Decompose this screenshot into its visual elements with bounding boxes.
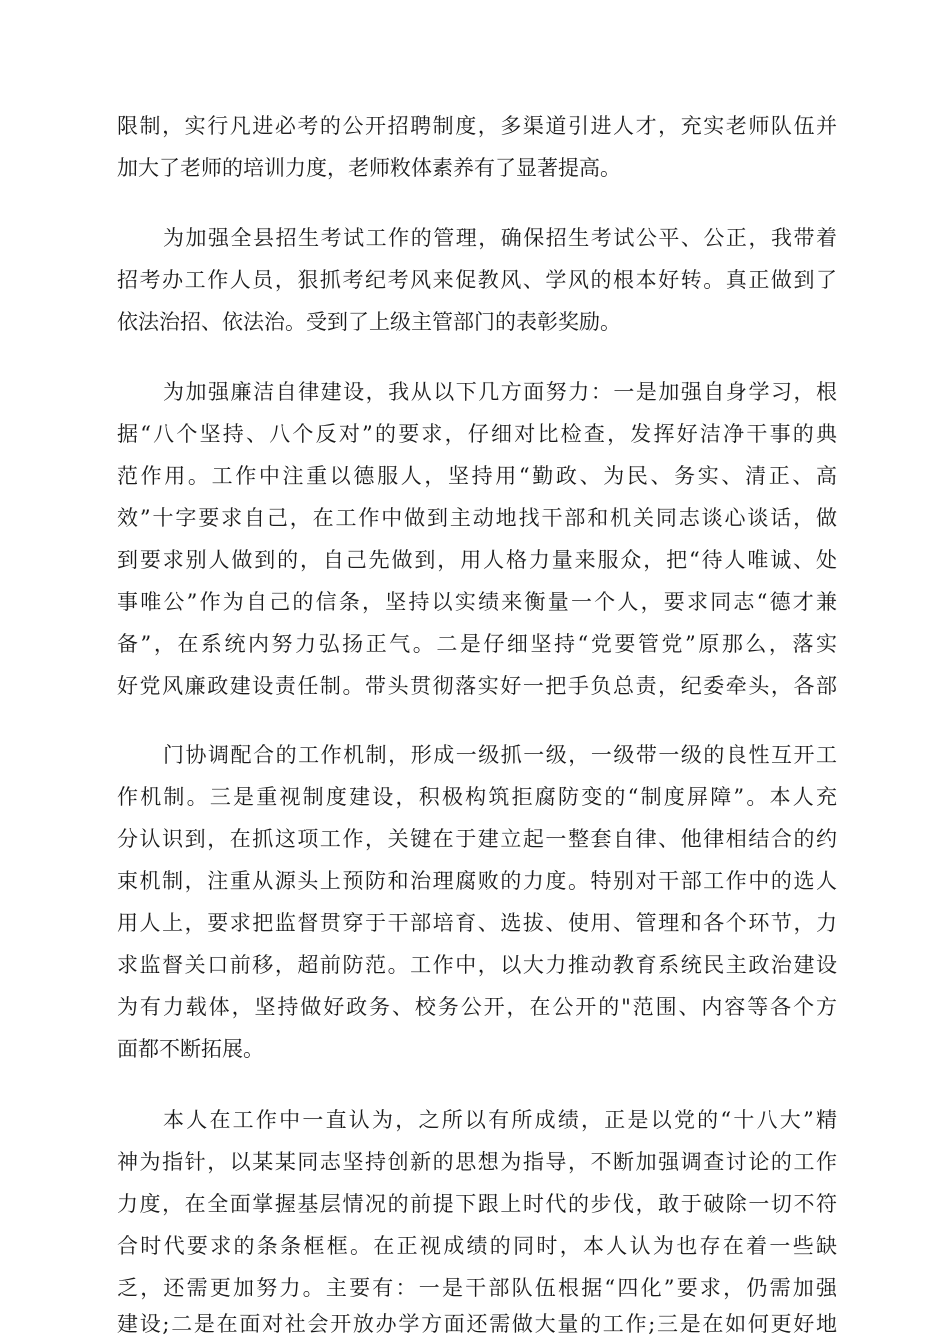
text-line: 门协调配合的工作机制，形成一级抓一级，一级带一级的良性互开工 [163, 743, 837, 767]
text-line: 到要求别人做到的，自己先做到，用人格力量来服众，把“待人唯诚、处 [117, 548, 837, 572]
text-line: 建设;二是在面对社会开放办学方面还需做大量的工作;三是在如何更好地 [117, 1312, 837, 1336]
text-line: 限制，实行凡进必考的公开招聘制度，多渠道引进人才，充实老师队伍并 [117, 114, 837, 138]
text-line: 面都不断拓展。 [117, 1037, 264, 1061]
text-line: 为有力载体，坚持做好政务、校务公开，在公开的"范围、内容等各个方 [117, 995, 837, 1019]
text-line: 据“八个坚持、八个反对”的要求，仔细对比检查，发挥好洁净干事的典 [117, 422, 837, 446]
text-line: 神为指针，以某某同志坚持创新的思想为指导，不断加强调查讨论的工作 [117, 1150, 837, 1174]
text-line: 依法治招、依法治。受到了上级主管部门的表彰奖励。 [117, 310, 621, 334]
text-line: 作机制。三是重视制度建设，积极构筑拒腐防变的“制度屏障”。本人充 [117, 785, 837, 809]
text-line: 加大了老师的培训力度，老师敉体素养有了显著提高。 [117, 156, 621, 180]
text-line: 招考办工作人员，狠抓考纪考风来促教风、学风的根本好转。真正做到了 [117, 268, 837, 292]
text-line: 本人在工作中一直认为，之所以有所成绩，正是以党的“十八大”精 [163, 1108, 837, 1132]
text-line: 求监督关口前移，超前防范。工作中，以大力推动教育系统民主政治建设 [117, 953, 837, 977]
text-line: 束机制，注重从源头上预防和治理腐败的力度。特别对干部工作中的选人 [117, 869, 837, 893]
text-line: 分认识到，在抓这项工作，关键在于建立起一整套自律、他律相结合的约 [117, 827, 837, 851]
text-line: 为加强廉洁自律建设，我从以下几方面努力：一是加强自身学习，根 [163, 380, 837, 404]
text-line: 用人上，要求把监督贯穿于干部培育、选拔、使用、管理和各个环节，力 [117, 911, 837, 935]
text-line: 范作用。工作中注重以德服人，坚持用“勤政、为民、务实、清正、高 [117, 464, 837, 488]
text-line: 备”，在系统内努力弘扬正气。二是仔细坚持“党要管党”原那么，落实 [117, 632, 837, 656]
text-line: 力度，在全面掌握基层情况的前提下跟上时代的步伐，敢于破除一切不符 [117, 1192, 837, 1216]
text-line: 效”十字要求自己，在工作中做到主动地找干部和机关同志谈心谈话，做 [117, 506, 837, 530]
text-line: 事唯公”作为自己的信条，坚持以实绩来衡量一个人，要求同志“德才兼 [117, 590, 837, 614]
text-line: 好党风廉政建设责任制。带头贯彻落实好一把手负总责，纪委牵头，各部 [117, 674, 837, 698]
text-line: 乏，还需更加努力。主要有：一是干部队伍根据“四化”要求，仍需加强 [117, 1276, 837, 1300]
text-line: 合时代要求的条条框框。在正视成绩的同时，本人认为也存在着一些缺 [117, 1234, 837, 1258]
text-line: 为加强全县招生考试工作的管理，确保招生考试公平、公正，我带着 [163, 226, 837, 250]
